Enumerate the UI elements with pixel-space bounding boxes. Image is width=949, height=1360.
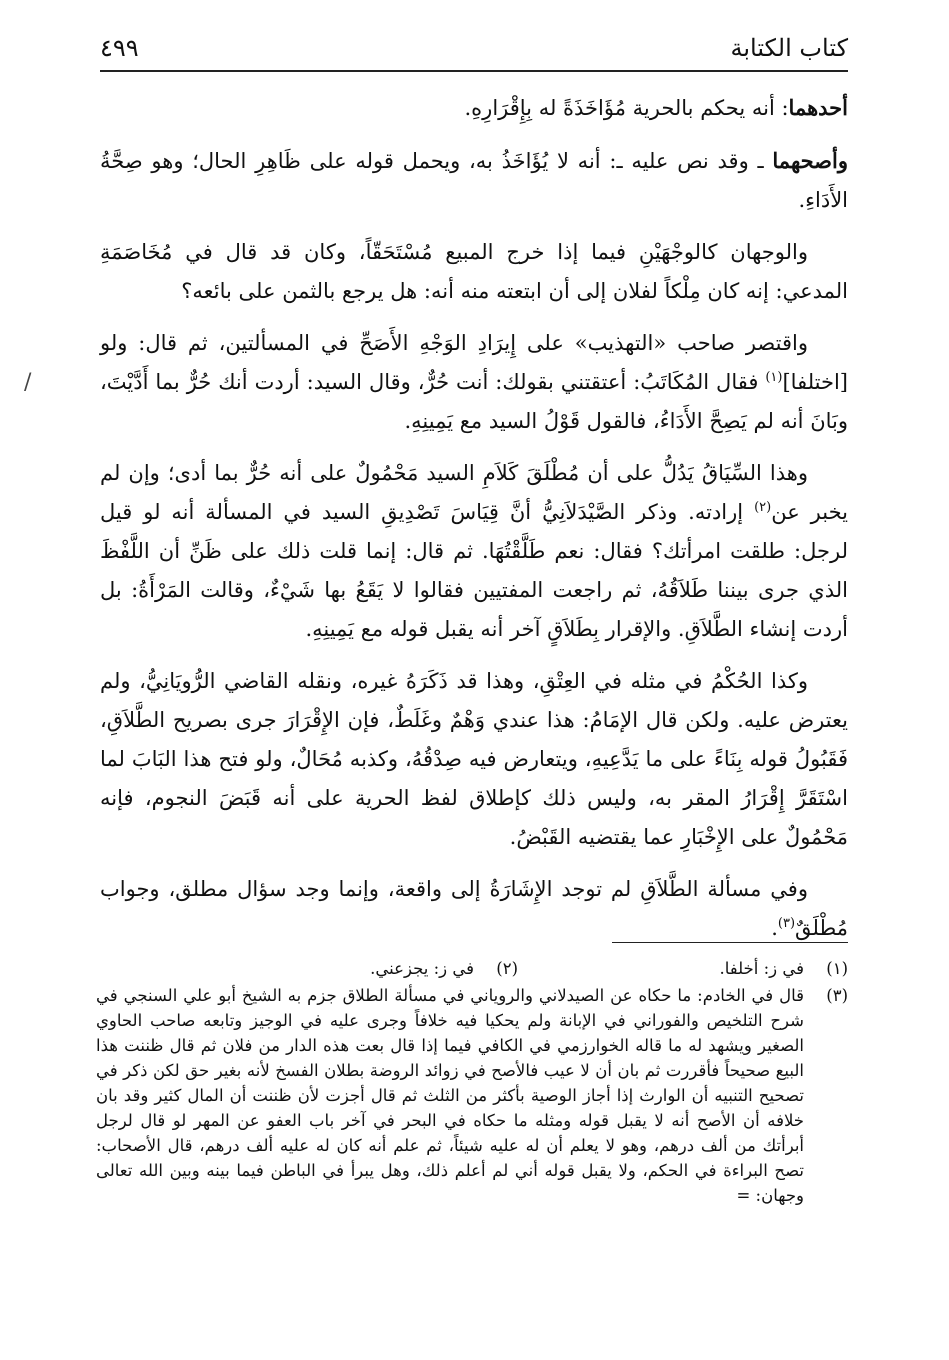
paragraph-5-text-b: إرادته. وذكر الصَّيْدَلاَنِيُّ أنَّ قِيَاسَ تَصْدِيقِ السيد في المسألة أنه لو قيل لرجل: طلقت امرأتك؟ فقال: نعم طَلَّقْتُهَا. ثم قال: إنما قلت ذلك على ظَنِّ أن اللَّفْظَ الذي جرى بيننا طَلاَقُهُ، ثم راجعت المفتيين فقالوا لا يَقَعُ بها شَيْءٌ، وقالت المَرْأَةُ: بل أردت إنشاء الطَّلاَقِ. والإقرار بِطَلاَقٍ آخر أنه يقبل قوله مع يَمِينِهِ. (100, 500, 848, 641)
paragraph-2 (100, 141, 848, 220)
paragraph-5 (100, 454, 848, 649)
footnote-separator (612, 942, 848, 943)
paragraph-5-text-a: وهذا السِّيَاقُ يَدُلُّ على أن مُطْلَقَ كَلاَمِ السيد مَحْمُولٌ على أنه حُرٌّ بما أدى؛ وإن لم يخبر عن (100, 461, 849, 524)
footnote-ref-3[interactable]: (٣) (777, 916, 796, 931)
paragraph-4 (100, 324, 848, 441)
footnote-2-text: في ز: يجزعني. (370, 959, 474, 978)
footnote-3-number: (٣) (826, 986, 848, 1005)
book-title: كتاب الكتابة (730, 34, 848, 62)
footnote-3 (96, 983, 848, 1208)
footnote-row-1-2 (96, 956, 848, 981)
running-header (100, 30, 848, 72)
paragraph-1-label: أحدهما (788, 95, 848, 120)
footnote-ref-1[interactable]: (١) (765, 370, 783, 385)
paragraph-2-text: ـ وقد نص عليه ـ: أنه لا يُؤَاخَذُ به، ويحمل قوله على ظَاهِرِ الحال؛ وهو صِحَّةُ الأَدَاءِ. (100, 149, 848, 212)
paragraph-4-text-a: واقتصر صاحب «التهذيب» على إِيرَادِ الوَجْهِ الأَصَحِّ في المسألتين، ثم قال: ولو [اختلفا] (100, 331, 848, 394)
paragraph-6 (100, 662, 848, 857)
margin-pencil-mark: / (24, 370, 32, 395)
footnote-2 (96, 956, 518, 981)
page-number: ٤٩٩ (100, 34, 139, 62)
footnote-1 (518, 956, 848, 981)
footnote-3-text: قال في الخادم: ما حكاه عن الصيدلاني والروياني في مسألة الطلاق جزم به الشيخ أبو علي السنجي في شرح التلخيص والفوراني في الإبانة ولم يحكيا فيه خلافاً وجرى عليه في الوجيز وتابعه صاحب الحاوي الصغير ويشهد له ما قاله الخوارزمي في الكافي فيما إذا قال بعت هذه الدار من فلان ثم قال ظننت هذا البيع صحيحاً فأقررت ثم بان أن لا عيب فالأصح في زوائد الروضة بطلان الفسخ لأنه بغير حق لكن ذكر في تصحيح التنبيه أن الوارث إذا أجاز الوصية بأكثر من الثلث ثم قال أجزت لأن ظننت أن المال كثير وقد بان خلافه أن الأصح أنه لا يقبل قوله ومثله ما حكاه في البحر في آخر باب العفو عن المهر لو قال لرجل أبرأتك من ألف درهم، وهو لا يعلم أن له عليه شيئاً، ثم علم أنه كان له عليه ألف درهم، قال الأصحاب: تصح البراءة في الحكم، ولا يقبل قوله أني لم أعلم ذلك، وهل يبرأ في الباطن فيما بينه وبين الله تعالى وجهان: = (96, 986, 804, 1205)
paragraph-6-text: وكذا الحُكْمُ في مثله في العِتْقِ، وهذا قد ذَكَرَهُ غيره، ونقله القاضي الرُّويَانِيُّ، ولم يعترض عليه. ولكن قال الإمَامُ: هذا عندي وَهْمٌ وغَلَطٌ، فإن الإِقْرَارَ جرى بصريح الطَّلاَقِ، فَقَبُولُ قوله بِنَاءً على ما يَدَّعِيهِ، ويتعارض فيه صِدْقُهُ، وكذبه مُحَالٌ، ولو فتح هذا البَابَ لما اسْتَقَرَّ إِقْرَارُ المقر به، وليس ذلك كإطلاق لفظ الحرية على أنه قَبَضَ النجوم، فإنه مَحْمُولٌ على الإِخْبَارِ عما يقتضيه القَبْضُ. (100, 669, 848, 849)
paragraph-1-text: : أنه يحكم بالحرية مُؤَاخَذَةً له بِإِقْرَارِهِ. (464, 96, 789, 120)
paragraph-7 (100, 870, 848, 948)
footnote-ref-2[interactable]: (٢) (754, 500, 772, 515)
footnote-1-text: في ز: أخلفا. (719, 959, 804, 978)
paragraph-7-text-a: وفي مسألة الطَّلاَقِ لم توجد الإِشَارَةُ إلى واقعة، وإنما وجد سؤال مطلق، وجواب مُطْلَقٌ (100, 877, 848, 940)
main-text (100, 88, 848, 961)
paragraph-3-text: والوجهان كالوجْهَيْنِ فيما إذا خرج المبيع مُسْتَحَقّاً، وكان قد قال في مُخَاصَمَةِ المدعي: إنه كان مِلْكاً لفلان إلى أن ابتعته منه أنه: هل يرجع بالثمن على بائعه؟ (100, 240, 848, 303)
paragraph-4-text-b: فقال المُكَاتَبُ: أعتقتني بقولك: أنت حُرٌّ، وقال السيد: أردت أنك حُرٌّ بما أَدَّيْتَ، وبَانَ أنه لم يَصِحَّ الأَدَاءُ، فالقول قَوْلُ السيد مع يَمِينِهِ. (100, 370, 848, 433)
paragraph-7-text-b: . (771, 916, 778, 940)
footnotes (96, 956, 848, 1208)
footnote-2-number: (٢) (496, 959, 518, 978)
footnote-1-number: (١) (826, 959, 848, 978)
paragraph-1 (100, 88, 848, 128)
paragraph-2-label: وأصحهما (772, 148, 848, 173)
paragraph-3 (100, 233, 848, 311)
